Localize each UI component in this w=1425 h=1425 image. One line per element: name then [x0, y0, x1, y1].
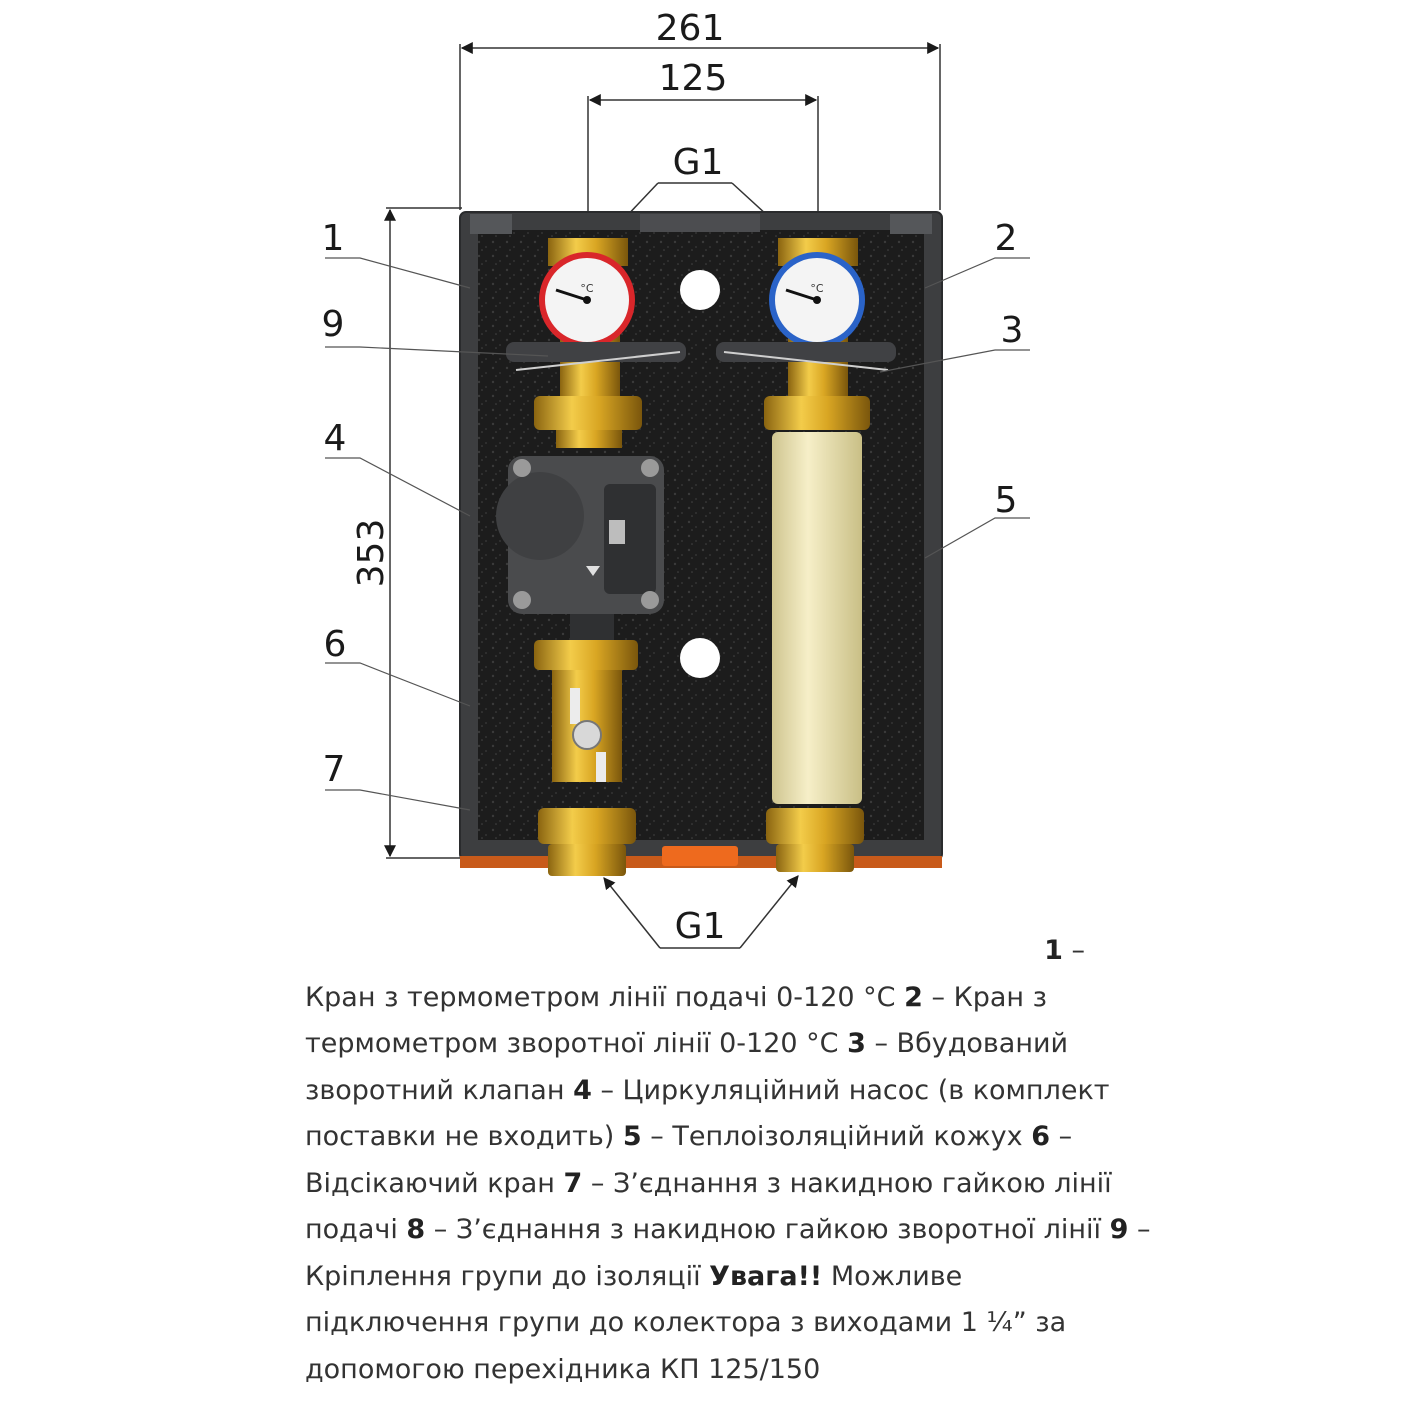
legend-num-5: 5: [622, 1121, 642, 1152]
bottom-thread-label: G1: [674, 906, 726, 947]
legend-text-2: – Кран з термометром зворотної лінії 0-120 °C: [305, 981, 1048, 1059]
axis-spacing-label: 125: [658, 58, 728, 99]
legend-num-2: 2: [904, 981, 923, 1013]
callout-6: 6: [323, 624, 347, 665]
svg-text:°C: °C: [580, 282, 594, 295]
circulation-pump: [496, 456, 664, 614]
legend: [305, 928, 1155, 1393]
legend-num-1: 1: [1044, 935, 1063, 966]
return-thermometer-icon: [769, 252, 865, 348]
legend-num-9: 9: [1109, 1214, 1129, 1245]
dimension-axis-spacing: [588, 58, 818, 218]
callout-2: 2: [994, 218, 1018, 259]
callout-9: 9: [321, 304, 345, 345]
legend-text-4: – Циркуляційний насос (в комплект поставки не входить): [305, 1074, 1110, 1152]
legend-body: [305, 975, 1155, 1394]
thermal-insulation-sleeve: [772, 432, 862, 804]
legend-num-8: 8: [406, 1214, 426, 1245]
top-thread-label: G1: [672, 142, 724, 183]
legend-text-5: – Теплоізоляційний кожух: [641, 1121, 1032, 1152]
callout-7: 7: [322, 749, 346, 790]
legend-warning-text: Можливе підключення групи до колектора з виходами 1 ¼” за допомогою перехідника КП 125/150: [305, 1260, 1067, 1385]
legend-warning-label: Увага!!: [709, 1260, 823, 1292]
overall-width-label: 261: [655, 8, 725, 49]
legend-item-1-header: 1 –: [1044, 935, 1085, 966]
callout-4: 4: [323, 418, 347, 459]
dimension-height: [351, 208, 462, 858]
legend-num-4: 4: [573, 1074, 592, 1106]
legend-num-6: 6: [1031, 1121, 1050, 1152]
callout-1: 1: [321, 218, 345, 259]
callout-3: 3: [1000, 310, 1024, 351]
legend-text-6: – Відсікаючий кран: [305, 1121, 1073, 1199]
legend-num-7: 7: [563, 1167, 583, 1199]
supply-thermometer-icon: [539, 252, 635, 348]
legend-text-7: – З’єднання з накидною гайкою лінії подачі: [305, 1167, 1112, 1245]
legend-text-3: – Вбудований зворотний клапан: [305, 1028, 1069, 1106]
legend-text-8: – З’єднання з накидною гайкою зворотної лінії: [425, 1214, 1110, 1245]
legend-text-9: – Кріплення групи до ізоляції: [305, 1214, 1151, 1292]
callout-5: 5: [994, 480, 1018, 521]
legend-num-3: 3: [847, 1028, 866, 1059]
height-label: 353: [351, 518, 392, 588]
svg-text:°C: °C: [810, 282, 824, 295]
legend-text-1: Кран з термометром лінії подачі 0-120 °C: [305, 981, 905, 1013]
